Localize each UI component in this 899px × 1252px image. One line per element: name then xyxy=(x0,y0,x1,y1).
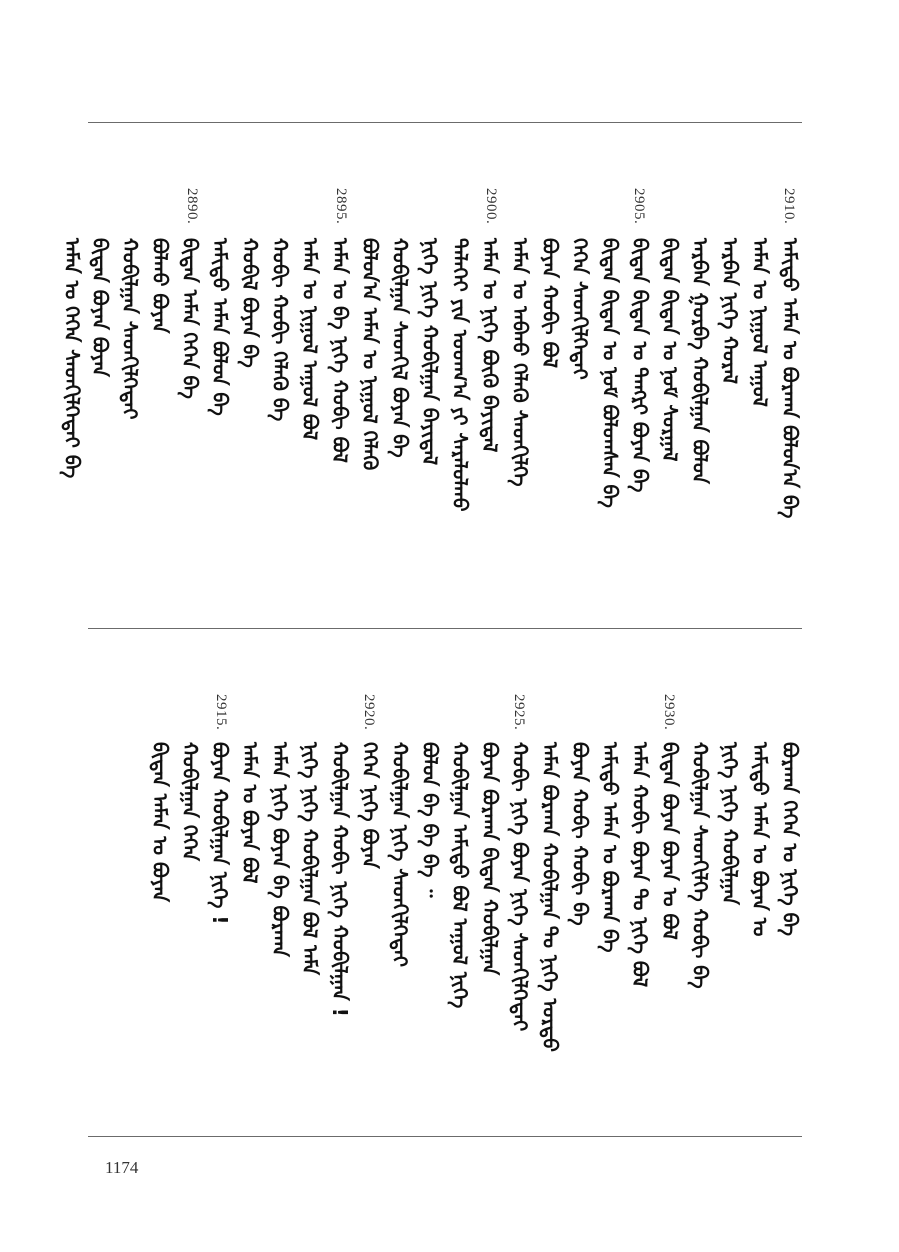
verse-column: ᠳᠡᠯᠡᠬᠡᠢ ᠶᠢᠨ ᠤᠳᠬ᠎ᠠ ᠶᠢ ᠰᠠᠷᠠᠯᠤᠯᠬᠤ xyxy=(448,238,472,512)
verse-column: ᠠᠮᠠᠨ ᠬᠤᠪᠢ ᠪᠤᠶᠠᠨ ᠲᠤ ᠨᠢᠭᠡ ᠪᠣᠯ xyxy=(628,742,652,988)
verse-column: ᠬᠤᠪᠢᠯᠭᠠᠨ ᠭᠡᠭᠡᠨ xyxy=(178,742,202,862)
verse-column: ᠪᠢᠳᠡᠨ ᠪᠤᠶᠠᠨ ᠪᠤᠶᠠᠨ ᠤ ᠪᠣᠯ xyxy=(658,742,682,940)
verse-column: ᠠᠷᠪᠠᠨ ᠭᠤᠷᠪᠠ ᠬᠤᠪᠢᠯᠭᠠᠨ ᠪᠣᠯᠤᠨ xyxy=(688,238,712,484)
line-marker: 2920. xyxy=(361,694,377,731)
page-number: 1174 xyxy=(105,1158,139,1177)
verse-column: ᠬᠤᠪᠢᠯᠭᠠᠨ ᠰᠡᠳᠬᠢᠯᠭᠡᠲᠡᠢ xyxy=(118,238,142,420)
verse-column: ᠪᠤᠶᠠᠨ ᠬᠤᠪᠢ ᠪᠣᠯ xyxy=(538,238,562,368)
verse-column: ᠪᠢᠳᠡᠨ ᠪᠢᠳᠡᠨ ᠤ ᠨᠣᠮ ᠪᠤᠯᠤᠭᠰᠠᠨ ᠪᠡ xyxy=(598,238,622,508)
verse-column: ᠠᠮᠠᠨ ᠤ ᠭᠡᠭᠡᠨ ᠰᠡᠳᠬᠢᠯᠭᠡᠲᠡᠢ ᠪᠡ xyxy=(60,238,84,479)
verse-column: ᠠᠮᠢᠳᠤ ᠠᠮᠠᠨ ᠤ ᠪᠤᠶᠠᠨ ᠤ xyxy=(748,742,772,937)
verse-column: ᠬᠤᠪᠢᠯᠭᠠᠨ ᠬᠤᠪᠢ ᠨᠢᠭᠡ ᠬᠤᠪᠢᠯᠭᠠᠨ ! xyxy=(328,742,352,1017)
verse-column: ᠠᠮᠠᠨ ᠤ ᠪᠤᠶᠠᠨ ᠪᠣᠯ xyxy=(238,742,262,884)
verse-column: ᠬᠤᠪᠢ ᠨᠢᠭᠡ ᠪᠤᠶᠠᠨ ᠨᠢᠭᠡ ᠰᠡᠳᠬᠢᠯᠭᠡᠲᠡᠢ xyxy=(508,742,532,1032)
verse-column: ᠪᠢᠳᠡᠨ ᠠᠮᠠᠨ ᠤ ᠪᠤᠶᠠᠨ xyxy=(148,742,172,903)
verse-column: ᠠᠮᠠᠨ ᠤ ᠨᠢᠭᠤᠯ ᠠᠭᠤᠯ xyxy=(748,238,772,407)
line-marker: 2910. xyxy=(781,188,797,225)
line-marker: 2915. xyxy=(213,694,229,731)
verse-column: ᠪᠢᠳᠡᠨ ᠪᠢᠳᠡᠨ ᠤ ᠨᠣᠮ ᠰᠤᠷᠭᠠᠯ xyxy=(658,238,682,462)
verse-column: ᠠᠮᠠᠨ ᠤ ᠨᠢᠭᠤᠯ ᠠᠭᠤᠯ ᠪᠣᠯ xyxy=(298,238,322,441)
verse-column: ᠨᠢᠭᠡ ᠨᠢᠭᠡ ᠬᠤᠪᠢᠯᠭᠠᠨ ᠪᠠᠶᠢᠳᠠᠯ xyxy=(418,238,442,466)
verse-column: ᠠᠮᠠᠨ ᠤ ᠠᠪᠬᠤ ᠬᠡᠯᠡᠬᠦ ᠰᠡᠳᠬᠢᠯᠭᠡ xyxy=(508,238,532,487)
verse-column: ᠭᠡᠭᠡᠨ ᠰᠡᠳᠬᠢᠯᠭᠡᠲᠡᠢ xyxy=(568,238,592,380)
verse-column: ᠨᠢᠭᠡ ᠨᠢᠭᠡ ᠬᠤᠪᠢᠯᠭᠠᠨ xyxy=(718,742,742,905)
verse-column: ᠠᠮᠠᠨ ᠨᠢᠭᠡ ᠪᠤᠶᠠᠨ ᠪᠡ ᠪᠤᠷᠬᠠᠨ xyxy=(268,742,292,957)
verse-column: ᠬᠤᠪᠢᠯᠭᠠᠨ ᠰᠡᠳᠬᠢᠯ ᠪᠤᠶᠠᠨ ᠪᠡ xyxy=(388,238,412,458)
verse-column: ᠪᠣᠯᠤᠨ᠎ᠠ ᠠᠮᠠᠨ ᠤ ᠨᠢᠭᠤᠯ ᠬᠡᠯᠡᠬᠦ xyxy=(358,238,382,471)
line-marker: 2890. xyxy=(184,188,200,225)
verse-column: ᠠᠮᠢᠳᠤ ᠠᠮᠠᠨ ᠤ ᠪᠤᠷᠬᠠᠨ ᠪᠡ xyxy=(598,742,622,953)
verse-column: ᠬᠤᠪᠢ ᠬᠤᠪᠢ ᠬᠡᠯᠡᠬᠦ ᠪᠡ xyxy=(268,238,292,422)
verse-column: ᠠᠮᠠᠨ ᠤ ᠪᠡ ᠨᠢᠭᠡ ᠬᠤᠪᠢ ᠪᠣᠯ xyxy=(328,238,352,463)
middle-rule xyxy=(88,628,802,629)
verse-column: ᠪᠣᠯᠤᠨ ᠪᠡ ᠪᠡ ᠪᠡ ᠃ xyxy=(418,742,442,898)
verse-column: ᠠᠮᠠᠨ ᠪᠤᠷᠬᠠᠨ ᠬᠤᠪᠢᠯᠭᠠᠨ ᠲᠤ ᠨᠢᠭᠡ ᠤᠷᠳᠤ xyxy=(538,742,562,1052)
verse-column: ᠪᠣᠯᠬᠤ ᠪᠤᠶᠠᠨ xyxy=(148,238,172,334)
verse-column: ᠭᠡᠭᠡᠨ ᠨᠢᠭᠡ ᠪᠤᠶᠠᠨ xyxy=(358,742,382,869)
verse-column: ᠪᠤᠷᠬᠠᠨ ᠭᠡᠭᠡᠨ ᠤ ᠨᠢᠭᠡ ᠪᠡ xyxy=(778,742,802,937)
verse-column: ᠬᠤᠪᠢᠯᠭᠠᠨ ᠰᠡᠳᠬᠢᠯᠭᠡ ᠬᠤᠪᠢ ᠪᠡ xyxy=(688,742,712,989)
line-marker: 2900. xyxy=(483,188,499,225)
verse-column: ᠠᠷᠪᠠᠨ ᠨᠢᠭᠡ ᠬᠤᠷᠠᠯ xyxy=(718,238,742,385)
bottom-rule xyxy=(88,1136,802,1137)
verse-column: ᠠᠮᠢᠳᠤ ᠠᠮᠠᠨ ᠤ ᠪᠤᠷᠬᠠᠨ ᠪᠣᠯᠤᠨ᠎ᠠ ᠪᠡ xyxy=(778,238,802,519)
verse-column: ᠠᠮᠢᠳᠤ ᠠᠮᠠᠨ ᠪᠣᠯᠤᠨ ᠪᠡ xyxy=(208,238,232,416)
verse-column: ᠬᠤᠪᠢᠯᠭᠠᠨ ᠨᠢᠭᠡ ᠰᠡᠳᠬᠢᠯᠭᠡᠲᠡᠢ xyxy=(388,742,412,967)
verse-column: ᠪᠤᠶᠠᠨ ᠬᠤᠪᠢᠯᠭᠠᠨ ᠨᠢᠭᠡ ! xyxy=(208,742,232,925)
top-rule xyxy=(88,122,802,123)
line-marker: 2930. xyxy=(661,694,677,731)
verse-column: ᠪᠢᠳᠡᠨ ᠪᠤᠶᠠᠨ ᠪᠤᠶᠠᠨ xyxy=(88,238,112,377)
line-marker: 2895. xyxy=(333,188,349,225)
verse-column: ᠬᠤᠪᠢᠯᠭᠠᠨ ᠠᠮᠢᠳᠤ ᠪᠣᠯ ᠠᠭᠤᠯ ᠨᠢᠭᠡ xyxy=(448,742,472,1009)
verse-column: ᠪᠢᠳᠡᠨ ᠪᠢᠳᠡᠨ ᠤ ᠲᠡᠩᠷᠢ ᠪᠤᠶᠠᠨ ᠪᠡ xyxy=(628,238,652,493)
verse-column: ᠠᠮᠠᠨ ᠤ ᠨᠢᠭᠡ ᠪᠦᠬᠦ ᠪᠠᠶᠢᠳᠠᠯ xyxy=(478,238,502,453)
verse-column: ᠨᠢᠭᠡ ᠨᠢᠭᠡ ᠬᠤᠪᠢᠯᠭᠠᠨ ᠪᠣᠯ ᠠᠮᠠ xyxy=(298,742,322,976)
verse-column: ᠪᠤᠶᠠᠨ ᠪᠤᠷᠬᠠᠨ ᠪᠢᠳᠡᠨ ᠬᠤᠪᠢᠯᠭᠠᠨ xyxy=(478,742,502,976)
verse-column: ᠬᠤᠪᠢᠯ ᠪᠤᠶᠠᠨ ᠪᠡ xyxy=(238,238,262,368)
line-marker: 2905. xyxy=(631,188,647,225)
verse-column: ᠪᠢᠳᠡᠨ ᠠᠮᠠᠨ ᠭᠡᠭᠡᠨ ᠪᠡ xyxy=(178,238,202,399)
verse-column: ᠪᠤᠶᠠᠨ ᠬᠤᠪᠢ ᠬᠤᠪᠢ ᠪᠡ xyxy=(568,742,592,926)
line-marker: 2925. xyxy=(511,694,527,731)
